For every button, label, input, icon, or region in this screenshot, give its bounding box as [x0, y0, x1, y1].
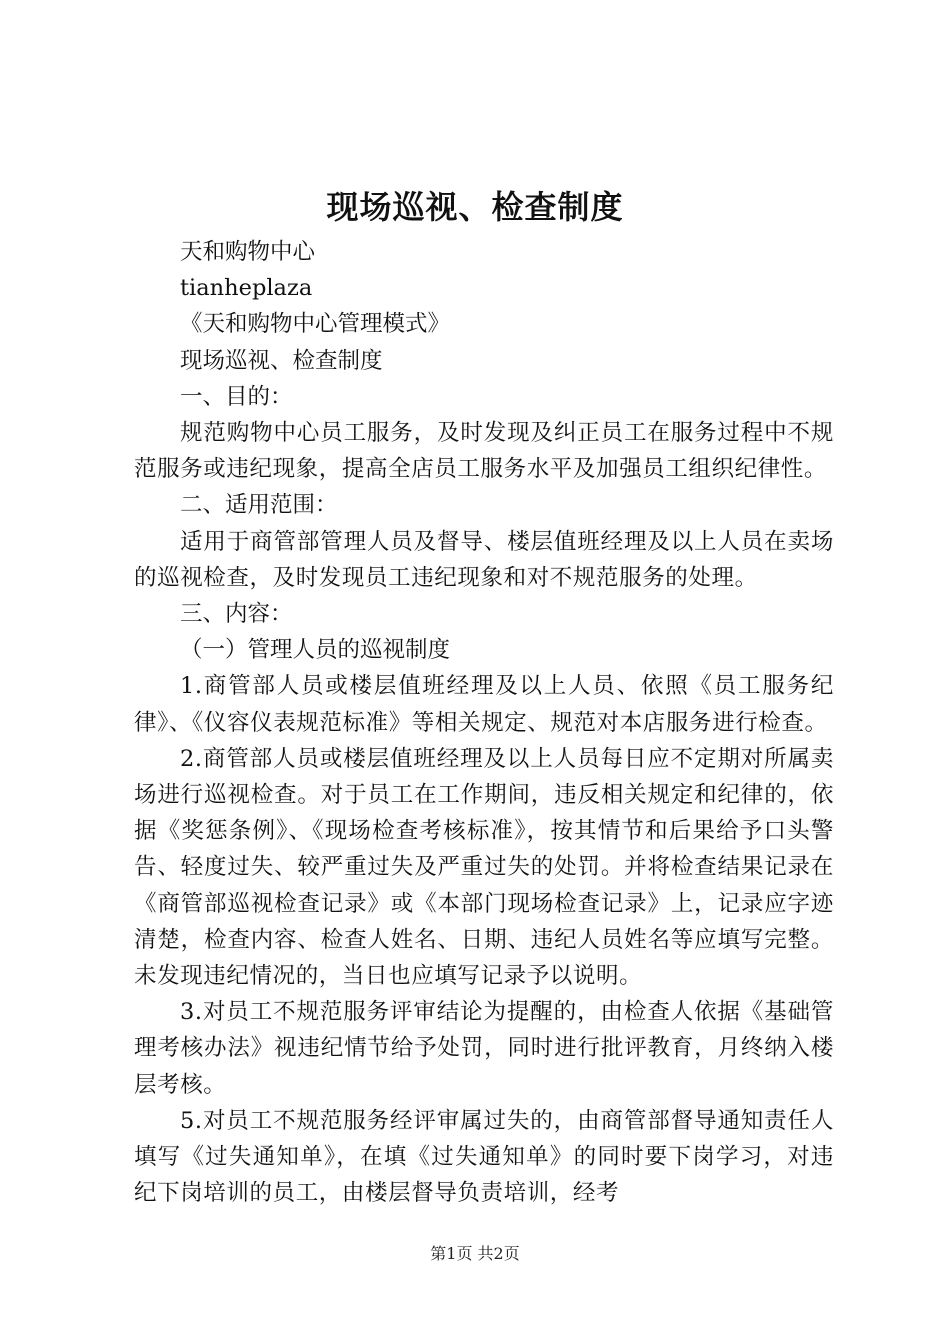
org-english-name: tianheplaza: [180, 275, 313, 302]
item-3-paragraph: 3.对员工不规范服务评审结论为提醒的，由检查人依据《基础管理考核办法》视违纪情节给予处罚，同时进行批评教育，月终纳入楼层考核。: [134, 999, 834, 1098]
item-1-paragraph: 1.商管部人员或楼层值班经理及以上人员、依照《员工服务纪律》、《仪容仪表规范标准》等相关规定、规范对本店服务进行检查。: [134, 673, 834, 736]
document-body: [134, 234, 834, 1211]
scope-heading: 二、适用范围：: [180, 492, 338, 519]
document-subtitle: 现场巡视、检查制度: [180, 347, 383, 374]
page-footer: 第1页 共2页: [430, 1244, 520, 1263]
purpose-paragraph: 规范购物中心员工服务，及时发现及纠正员工在服务过程中不规范服务或违纪现象，提高全店员工服务水平及加强员工组织纪律性。: [134, 420, 834, 483]
series-title: 《天和购物中心管理模式》: [180, 311, 451, 338]
sub-heading: （一）管理人员的巡视制度: [180, 637, 451, 664]
item-5-paragraph: 5.对员工不规范服务经评审属过失的，由商管部督导通知责任人填写《过失通知单》，在填《过失通知单》的同时要下岗学习，对违纪下岗培训的员工，由楼层督导负责培训，经考: [134, 1107, 834, 1207]
org-name: 天和购物中心: [180, 239, 316, 265]
purpose-heading: 一、目的：: [180, 383, 293, 410]
document-title: 现场巡视、检查制度: [326, 188, 624, 226]
item-2-paragraph: 2.商管部人员或楼层值班经理及以上人员每日应不定期对所属卖场进行巡视检查。对于员工在工作期间，违反相关规定和纪律的，依据《奖惩条例》、《现场检查考核标准》，按其情节和后果给予口头警告、轻度过失、较严重过失及严重过失的处罚。并将检查结果记录在《商管部巡视检查记录》或《本部门现场检查记录》上，记录应字迹清楚，检查内容、检查人姓名、日期、违纪人员姓名等应填写完整。未发现违纪情况的，当日也应填写记录予以说明。: [134, 745, 834, 990]
scope-paragraph: 适用于商管部管理人员及督导、楼层值班经理及以上人员在卖场的巡视检查，及时发现员工违纪现象和对不规范服务的处理。: [134, 528, 834, 591]
content-heading: 三、内容：: [180, 601, 293, 628]
